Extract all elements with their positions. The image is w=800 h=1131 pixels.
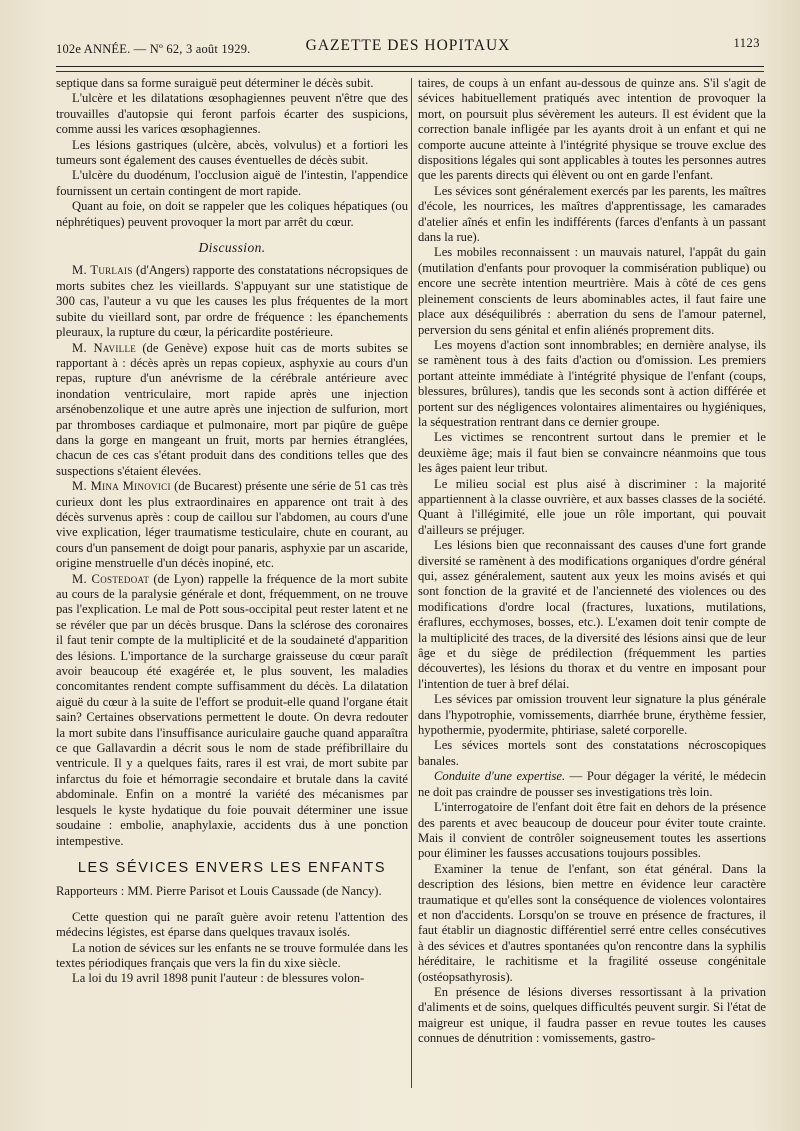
paragraph: Les sévices mortels sont des constatations nécroscopiques banales. [418, 738, 766, 768]
page-number: 1123 [733, 36, 760, 50]
page-header [56, 34, 760, 64]
paragraph: La loi du 19 avril 1898 punit l'auteur : de blessures volon- [72, 971, 365, 986]
speaker-name: M. Mina Minovici [72, 479, 171, 494]
speaker-name: M. Naville [72, 340, 137, 355]
paragraph: septique dans sa forme suraiguë peut déterminer le décès subit. [56, 76, 374, 90]
paragraph: Les sévices sont généralement exercés par les parents, les maîtres d'école, les nourrices, les maîtres d'apprentissage, les camarades d'atelier aînés et enfin les indifférents (farces d'enfants à un passant dans la rue). [418, 183, 766, 245]
paragraph: En présence de lésions diverses ressortissant à la privation d'aliments et de soins, quelques difficultés peuvent surgir. Si l'état de maigreur est unique, il faudra passer en revue toutes les causes connues de dénutrition : vomissements, gastro- [418, 984, 766, 1046]
paragraph: Cette question qui ne paraît guère avoir retenu l'attention des médecins légistes, est éparse dans quelques travaux isolés. [56, 909, 408, 940]
paragraph: L'ulcère et les dilatations œsophagiennes peuvent n'être que des trouvailles d'autopsie qui feront parfois écarter des suspicions, comme aussi les varices œsophagiennes. [56, 91, 408, 137]
left-column [56, 76, 408, 987]
expertise-paragraph [418, 769, 766, 800]
paragraph: taires, de coups à un enfant au-dessous de quinze ans. S'il s'agit de sévices habituellement pratiqués avec intention de provoquer la mort, on poursuit plus sévèrement les auteurs. Il est évident que la correction banale infligée par les ayants droit à un enfant et qui ne comporte aucune atteinte à l'intégrité physique se trouve exclue des dispositions légales qui sont applicables à toutes les personnes autres que les parents directs qui élèvent ou ont en garde l'enfant. [418, 76, 766, 183]
paragraph: Quant au foie, on doit se rappeler que les coliques hépatiques (ou néphrétiques) peuvent provoquer la mort par arrêt du cœur. [56, 199, 408, 229]
paragraph: Les moyens d'action sont innombrables; en dernière analyse, ils se ramènent tous à des faits d'action ou d'omission. Les premiers portant atteinte immédiate à l'intégrité physique de l'enfant (coups, blessures, brûlures), tandis que les seconds sont à action différée et portent sur des négligences volontaires alimentaires ou hygiéniques, la séquestration rentrant dans ce dernier groupe. [418, 337, 766, 429]
speaker-text: (de Genève) expose huit cas de morts subites se rapportant à : décès après un repas copieux, asphyxie au cours d'un repas, rupture d'un anévrisme de la cérébrale antérieure avec inondation ventriculaire, mort rapide après une injection arsénobenzolique et une autre après une injection de sulfurion, mort par thromboses cardiaque et pulmonaire, mort par piqûre de guêpe dans la gorge en mangeant un fruit, morts par hernies étranglées, chacun de ces cas s'étant produit dans des conditions telles que des suspections s'étaient élevées. [56, 340, 409, 478]
speaker-name: M. Costedoat [72, 571, 150, 586]
reporters-line: Rapporteurs : MM. Pierre Parisot et Louis Caussade (de Nancy). [56, 884, 382, 899]
paragraph: Les victimes se rencontrent surtout dans le premier et le deuxième âge; mais il faut bien se convaincre néanmoins que tous les âges paient leur tribut. [418, 430, 766, 476]
paragraph: Les mobiles reconnaissent : un mauvais naturel, l'appât du gain (mutilation d'enfants pour provoquer la commisération publique) ou encore une secrète intention meurtrière. Mais à côté de ces gens pleinement conscients de leurs abominables actes, il faut faire une place aux déséquilibrés : aberration du sens de l'amour paternel, perversion du sens génital et enfin aliénés proprement dits. [418, 245, 766, 337]
header-rule-thick [56, 66, 764, 67]
speaker-name: M. Turlais [72, 263, 133, 278]
issue-info: 102e ANNÉE. — Nº 62, 3 août 1929. [56, 42, 251, 56]
paragraph: Examiner la tenue de l'enfant, son état général. Dans la description des lésions, bien mettre en évidence leur caractère traumatique et qu'elles sont la conséquence de violences volontaires et non d'accidents. Lorsqu'on se trouve en présence de fractures, il faut établir un diagnostic différentiel serré entre celles consécutives à des sévices et d'autres spontanées qu'on rencontre dans la syphilis héréditaire, le rachitisme et la fragilité osseuse congénitale (ostéopsathyrosis). [418, 861, 766, 984]
header-rule-thin [56, 71, 764, 72]
paragraph: Les lésions bien que reconnaissant des causes d'une fort grande diversité se ramènent à des modifications organiques d'ordre général qui, assez généralement, sautent aux yeux les moins avisés et qui sont fonction de la gravité et de l'ancienneté des violences ou des modifications d'ordre local (fractures, luxations, mutilations, éraflures, ecchymoses, bosses, etc.). L'examen doit tenir compte de la multiplicité des traces, de la diversité des lésions ainsi que de leur âge et du siège de prédilection (fréquemment les parties découvertes), les lésions du thorax et du ventre en imposant pour l'intention de tuer à bref délai. [418, 538, 766, 691]
discussion-heading: Discussion. [198, 240, 266, 256]
paragraph: Le milieu social est plus aisé à discriminer : la majorité appartiennent à la classe ouvrière, et aux basses classes de la société. Quant à l'illégimité, elle joue un rôle important, qui pouvait d'ailleurs se préjuger. [418, 476, 766, 537]
paragraph: L'ulcère du duodénum, l'occlusion aiguë de l'intestin, l'appendice fournissent un certain contingent de mort rapide. [56, 168, 408, 198]
discussion-paragraph [56, 572, 408, 849]
speaker-text: (d'Angers) rapporte des constatations nécropsiques de morts subites chez les vieillards. S'appuyant sur une statistique de 300 cas, l'auteur a vu que les causes les plus fréquentes de la mort subite du vieillard sont, par ordre de fréquence : les épanchements pleuraux, la rupture du cœur, la péricardite postérieure. [56, 263, 408, 340]
paragraph: L'interrogatoire de l'enfant doit être fait en dehors de la présence des parents et avec beaucoup de douceur pour éviter toute crainte. Mais il convient de contrôler soigneusement toutes les assertions pour éliminer les fausses accusations toujours possibles. [418, 800, 766, 861]
discussion-paragraph [56, 263, 408, 340]
expertise-lead: Conduite d'une expertise. [434, 769, 566, 784]
right-column [418, 76, 766, 1047]
journal-title: GAZETTE DES HOPITAUX [305, 37, 511, 54]
speaker-text: (de Bucarest) présente une série de 51 cas très curieux dont les plus extraordinaires en apparence ont trait à des décès survenus après : coup de caillou sur l'abdomen, au cours d'une vive explication, léger traumatisme testiculaire, chute en courant, au cours d'un pansement de doigt pour panaris, asphyxie par un ascaride, origine menstruelle d'un décès inopiné, etc. [56, 479, 409, 571]
discussion-paragraph [56, 479, 408, 571]
column-divider [411, 78, 412, 1088]
speaker-text: (de Lyon) rappelle la fréquence de la mort subite au cours de la paralysie générale et dont, fréquemment, on ne trouve pas l'explication. Le mal de Pott sous-occipital peut rester latent et ne se révéler que par un décès brusque. Dans la sclérose des coronaires il faut tenir compte de la multiplicité et de la soudaineté d'apparition des lésions. L'importance de la surcharge graisseuse du cœur paraît avoir beaucoup été exagérée et, le plus souvent, les maladies concomitantes rendent compte suffisamment du décès. La dilatation aiguë du cœur à la suite de l'effort se produit-elle quand l'organe était sain? Certaines observations permettent le doute. On devra redouter la mort subite dans l'insuffisance auriculaire gauche quand apparaîtra ce que Gallavardin a décrit sous le nom de stade préfibrillaire du ventricule. Il y a quelques faits, rares il est vrai, de mort subite par infarctus du foie et hémorragie secondaire et brutale dans la cavité abdominale. Enfin on a montré la variété des mécanismes par lesquels le kyste hydatique du foie pouvait déterminer une issue soudaine : embolie, anaphylaxie, accidents dus à une ponction intempestive. [56, 571, 408, 848]
discussion-paragraph [56, 341, 408, 480]
section-title: LES SÉVICES ENVERS LES ENFANTS [77, 859, 387, 876]
expertise-text: — Pour dégager la vérité, le médecin ne doit pas craindre de pousser ses investigations très loin. [418, 769, 767, 799]
paragraph: La notion de sévices sur les enfants ne se trouve formulée dans les textes périodiques français que vers la fin du xixe siècle. [56, 940, 408, 970]
paragraph: Les sévices par omission trouvent leur signature la plus générale dans l'hypotrophie, vomissements, diarrhée brune, érythème fessier, hypothermie, pyodermite, phtiriase, saleté corporelle. [418, 692, 766, 738]
paragraph: Les lésions gastriques (ulcère, abcès, volvulus) et a fortiori les tumeurs sont également des causes éventuelles de décès subit. [56, 137, 408, 168]
